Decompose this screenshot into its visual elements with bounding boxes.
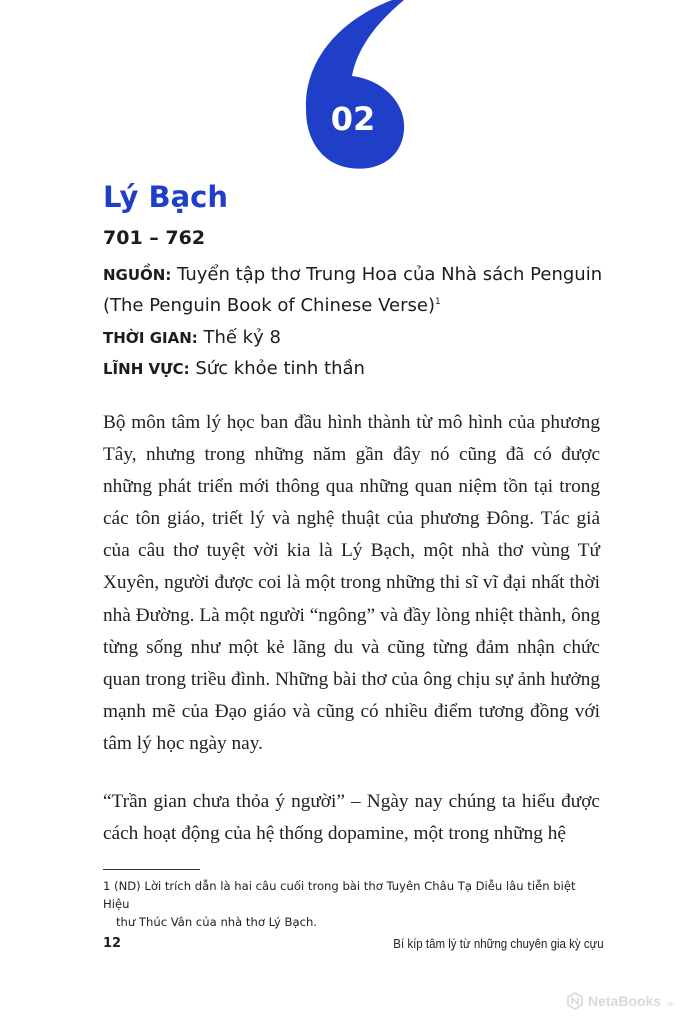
watermark bbox=[566, 992, 674, 1010]
life-years: 701 – 762 bbox=[103, 227, 206, 249]
meta-field bbox=[103, 358, 365, 379]
time-label: THỜI GIAN: bbox=[103, 329, 198, 347]
watermark-text: NetaBooks bbox=[588, 993, 662, 1009]
running-title: Bí kíp tâm lý từ những chuyên gia kỳ cựu bbox=[393, 937, 604, 951]
body-paragraph: Bộ môn tâm lý học ban đầu hình thành từ mô hình của phương Tây, nhưng trong những năm gần đây nó cũng đã có được những phát triển mới thông qua những quan niệm tồn tại trong các tôn giáo, triết lý và nghệ thuật của phương Đông. Tác giả của câu thơ tuyệt vời kia là Lý Bạch, một nhà thơ vùng Tứ Xuyên, người được coi là một trong những thi sĩ vĩ đại nhất thời nhà Đường. Là một người “ngông” và đầy lòng nhiệt thành, ông từng sống như một kẻ lãng du và cũng từng đảm nhận chức quan trong triều đình. Những bài thơ của ông chịu sự ảnh hưởng mạnh mẽ của Đạo giáo và cũng có nhiều điểm tương đồng với tâm lý học ngày nay. bbox=[103, 412, 600, 754]
field-value: Sức khỏe tinh thần bbox=[195, 358, 365, 379]
meta-time bbox=[103, 327, 281, 348]
source-value-line2: (The Penguin Book of Chinese Verse) bbox=[103, 295, 435, 316]
footnote bbox=[103, 877, 603, 931]
meta-source bbox=[103, 264, 602, 285]
field-label: LĨNH VỰC: bbox=[103, 360, 190, 378]
footnote-divider bbox=[103, 869, 200, 870]
footnote-ref: 1 bbox=[434, 297, 441, 307]
footnote-line: thư Thúc Vân của nhà thơ Lý Bạch. bbox=[116, 915, 318, 929]
page-number: 12 bbox=[103, 936, 122, 951]
footnote-line: 1 (ND) Lời trích dẫn là hai câu cuối trong bài thơ Tuyên Châu Tạ Diễu lâu tiễn biệt Hiệu bbox=[103, 879, 576, 911]
source-label: NGUỒN: bbox=[103, 266, 172, 284]
quote-mark-icon bbox=[0, 0, 700, 175]
time-value: Thế kỷ 8 bbox=[203, 327, 281, 348]
meta-source-line2 bbox=[103, 295, 441, 316]
source-value: Tuyển tập thơ Trung Hoa của Nhà sách Penguin bbox=[177, 264, 603, 285]
page-title: Lý Bạch bbox=[103, 180, 229, 214]
body-paragraph: “Trần gian chưa thỏa ý người” – Ngày nay chúng ta hiểu được cách hoạt động của hệ thống dopamine, một trong những hệ bbox=[103, 791, 600, 845]
chapter-number: 02 bbox=[330, 100, 376, 138]
watermark-suffix: .vn bbox=[665, 1000, 675, 1008]
netabooks-logo-icon bbox=[566, 992, 584, 1010]
